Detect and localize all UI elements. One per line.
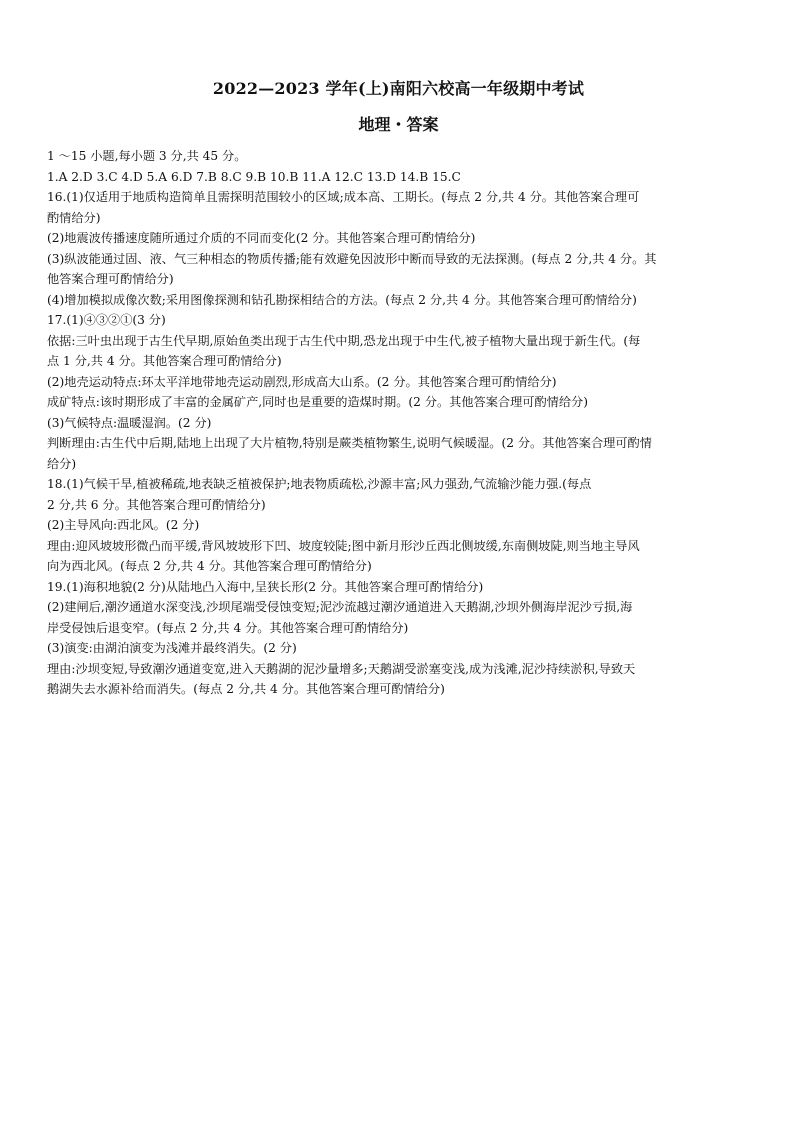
answer-line: (2)地震波传播速度随所通过介质的不同而变化(2 分。其他答案合理可酌情给分) bbox=[47, 231, 476, 245]
answer-line: 19.(1)海积地貌(2 分)从陆地凸入海中,呈狭长形(2 分。其他答案合理可酌情给分) bbox=[47, 579, 484, 594]
answer-line: 1.A 2.D 3.C 4.D 5.A 6.D 7.B 8.C 9.B 10.B 11.A 12.C 13.D 14.B 15.C bbox=[47, 169, 461, 184]
answer-content bbox=[47, 146, 750, 700]
answer-line: 岸受侵蚀后退变窄。(每点 2 分,共 4 分。其他答案合理可酌情给分) bbox=[47, 620, 409, 635]
answer-line: (2)主导风向:西北风。(2 分) bbox=[47, 518, 200, 532]
answer-line: 16.(1)仅适用于地质构造简单且需探明范围较小的区域;成本高、工期长。(每点 2 分,共 4 分。其他答案合理可 bbox=[47, 190, 640, 204]
answer-line: (3)纵波能通过固、液、气三种相态的物质传播;能有效避免因波形中断而导致的无法探测。(每点 2 分,共 4 分。其 bbox=[47, 251, 657, 266]
answer-line: 酌情给分) bbox=[47, 210, 101, 225]
answer-line: (2)建闸后,潮汐通道水深变浅,沙坝尾端受侵蚀变短;泥沙流越过潮汐通道进入天鹅湖,沙坝外侧海岸泥沙亏损,海 bbox=[47, 600, 633, 614]
answer-line: 他答案合理可酌情给分) bbox=[47, 272, 174, 286]
answer-line: 1 ～15 小题,每小题 3 分,共 45 分。 bbox=[47, 149, 247, 163]
document-title: 2022—2023 学年(上)南阳六校高一年级期中考试 bbox=[212, 79, 585, 98]
document-subtitle: 地理・答案 bbox=[358, 115, 439, 134]
answer-line: 成矿特点:该时期形成了丰富的金属矿产,同时也是重要的造煤时期。(2 分。其他答案合理可酌情给分) bbox=[47, 395, 588, 409]
answer-line: 2 分,共 6 分。其他答案合理可酌情给分) bbox=[47, 497, 266, 512]
answer-line: 理由:沙坝变短,导致潮汐通道变宽,进入天鹅湖的泥沙量增多;天鹅湖受淤塞变浅,成为浅滩,泥沙持续淤积,导致天 bbox=[47, 661, 636, 676]
answer-line: 点 1 分,共 4 分。其他答案合理可酌情给分) bbox=[47, 354, 282, 368]
answer-line: 鹅湖失去水源补给而消失。(每点 2 分,共 4 分。其他答案合理可酌情给分) bbox=[47, 682, 445, 696]
answer-line: (3)演变:由湖泊演变为浅滩并最终消失。(2 分) bbox=[47, 641, 297, 655]
answer-line: (3)气候特点:温暖湿润。(2 分) bbox=[47, 415, 212, 430]
answer-line: 17.(1)④③②①(3 分) bbox=[47, 313, 166, 327]
answer-line: 给分) bbox=[47, 456, 77, 471]
answer-line: 判断理由:古生代中后期,陆地上出现了大片植物,特别是蕨类植物繁生,说明气候暖湿。(2 分。其他答案合理可酌情 bbox=[47, 436, 652, 450]
answer-line: 18.(1)气候干旱,植被稀疏,地表缺乏植被保护;地表物质疏松,沙源丰富;风力强劲,气流输沙能力强.(每点 bbox=[47, 477, 592, 491]
answer-line: (4)增加模拟成像次数;采用图像探测和钻孔勘探相结合的方法。(每点 2 分,共 4 分。其他答案合理可酌情给分) bbox=[47, 292, 637, 307]
answer-line: 依据:三叶虫出现于古生代早期,原始鱼类出现于古生代中期,恐龙出现于中生代,被子植物大量出现于新生代。(每 bbox=[47, 333, 641, 348]
answer-line: (2)地壳运动特点:环太平洋地带地壳运动剧烈,形成高大山系。(2 分。其他答案合理可酌情给分) bbox=[47, 374, 557, 389]
answer-line: 向为西北风。(每点 2 分,共 4 分。其他答案合理可酌情给分) bbox=[47, 559, 372, 573]
answer-line: 理由:迎风坡坡形微凸而平缓,背风坡坡形下凹、坡度较陡;图中新月形沙丘西北侧坡缓,东南侧坡陡,则当地主导风 bbox=[47, 538, 640, 553]
